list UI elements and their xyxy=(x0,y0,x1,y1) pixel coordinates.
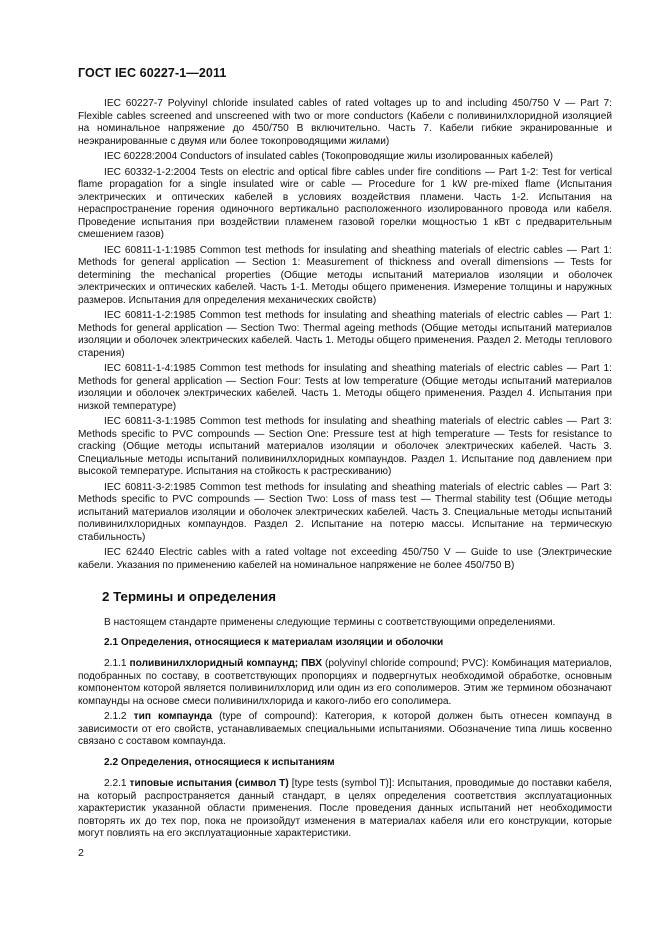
section-2-intro: В настоящем стандарте применены следующие термины с соответствующими определениями. xyxy=(104,617,556,628)
page-content xyxy=(78,98,612,844)
definition-number: 2.1.2 xyxy=(104,711,127,722)
definition-number: 2.1.1 xyxy=(104,658,127,669)
definition-text: (type of compound): Категория, к которой должен быть отнесен компаунд в зависимости от его свойств, устанавливаемых специальными испытаниями. Обозначение типа лишь косвенно связано с составом компаунда. xyxy=(78,711,612,747)
reference-iec-60811-1-1: IEC 60811-1-1:1985 Common test methods for insulating and sheathing materials of electric cables — Part 1: Methods for general application — Section 1: Measurement of thickness and overall dimensions — Tests for determining the mechanical properties (Общие методы испытаний материалов изоляции и оболочек электрических и оптических кабелей. Часть 1-1. Методы общего применения. Измерение толщины и наружных размеров. Испытания для определения механических свойств) xyxy=(78,244,612,306)
reference-iec-60332-1-2: IEC 60332-1-2:2004 Tests on electric and optical fibre cables under fire conditions — Part 1-2: Test for vertical flame propagation for a single insulated wire or cable — Procedure for 1 kW pre-mixed flame (Испытания электрических и оптических кабелей в условиях воздействия пламени. Часть 1-2. Испытания на нераспространение горения одиночного вертикально расположенного изолированного провода или кабеля. Проведение испытания при воздействии пламенем газовой горелки мощностью 1 кВт с предварительным смешением газов) xyxy=(78,166,612,240)
subsection-2-1-heading: 2.1 Определения, относящиеся к материалам изоляции и оболочки xyxy=(104,636,444,648)
definition-2-1-1 xyxy=(78,658,612,708)
definition-term: поливинилхлоридный компаунд; ПВХ xyxy=(129,658,323,669)
definition-term: типовые испытания (символ Т) xyxy=(129,778,289,789)
reference-iec-60811-1-4: IEC 60811-1-4:1985 Common test methods for insulating and sheathing materials of electric cables — Part 1: Methods for general application — Section Four: Tests at low temperature (Общие методы испытаний материалов изоляции и оболочек электрических кабелей. Часть 1. Методы общего применения. Раздел 4. Испытания при низкой температуре) xyxy=(78,363,612,412)
reference-iec-60228: IEC 60228:2004 Conductors of insulated cables (Токопроводящие жилы изолированных кабелей) xyxy=(104,151,553,162)
section-2-heading: 2 Термины и определения xyxy=(102,589,276,604)
subsection-2-2-heading: 2.2 Определения, относящиеся к испытаниям xyxy=(104,756,335,768)
reference-iec-60811-1-2: IEC 60811-1-2:1985 Common test methods for insulating and sheathing materials of electric cables — Part 1: Methods for general application — Section Two: Thermal ageing methods (Общие методы испытаний материалов изоляции и оболочек электрических кабелей. Часть 1. Методы общего применения. Раздел 2. Методы теплового старения) xyxy=(78,310,612,359)
definition-text: (polyvinyl chloride compound; PVC): Комбинация материалов, подобранных по составу, в соответствующих пропорциях и подвергнутых необходимой обработке, основным компонентом которой является поливинилхлорид или один из его сополимеров. Этим же термином обозначают компаунды на основе смеси поливинилхлорида и какого-либо его сополимера. xyxy=(78,658,612,707)
definition-number: 2.2.1 xyxy=(104,778,127,789)
reference-iec-62440: IEC 62440 Electric cables with a rated voltage not exceeding 450/750 V — Guide to use (Электрические кабели. Указания по применению кабелей на номинальное напряжение не более 450/750 В) xyxy=(78,547,612,571)
reference-iec-60811-3-2: IEC 60811-3-2:1985 Common test methods for insulating and sheathing materials of electric cables — Part 3: Methods specific to PVC compounds — Section Two: Loss of mass test — Thermal stability test (Общие методы испытаний материалов изоляции и оболочек электрических кабелей. Часть 3. Специальные методы испытаний поливинилхлоридных компаундов. Раздел 2. Испытание на потерю массы. Испытание на термическую стабильность) xyxy=(78,481,612,543)
definition-2-1-2 xyxy=(78,711,612,749)
definition-2-2-1 xyxy=(78,778,612,841)
definition-text: [type tests (symbol T)]: Испытания, проводимые до поставки кабеля, на который распространяется данный стандарт, в целях определения соответствия эксплуатационных характеристик указанной области применения. После проведения данных испытаний нет необходимости повторять их до тех пор, пока не произойдут изменения в материалах кабеля или его конструкции, которые могут повлиять на его эксплуатационные характеристики. xyxy=(78,778,612,839)
reference-iec-60811-3-1: IEC 60811-3-1:1985 Common test methods for insulating and sheathing materials of electric cables — Part 3: Methods specific to PVC compounds — Section One: Pressure test at high temperature — Tests for resistance to cracking (Общие методы испытаний материалов изоляции и оболочек электрических кабелей. Часть 3. Специальные методы испытаний поливинилхлоридных компаундов. Раздел 1. Испытание под давлением при высокой температуре. Испытания на стойкость к растрескиванию) xyxy=(78,416,612,477)
definition-term: тип компаунда xyxy=(133,711,213,722)
page-header-title: ГОСТ IEC 60227-1—2011 xyxy=(78,66,227,80)
reference-iec-60227-7: IEC 60227-7 Polyvinyl chloride insulated cables of rated voltages up to and including 450/750 V — Part 7: Flexible cables screened and unscreened with two or more conductors (Кабели с поливинилхлоридной изоляцией на номинальное напряжение до 450/750 В включительно. Часть 7. Кабели гибкие экранированные и неэкранированные с двумя или более токопроводящими жилами) xyxy=(78,98,612,147)
page-number: 2 xyxy=(78,847,84,859)
